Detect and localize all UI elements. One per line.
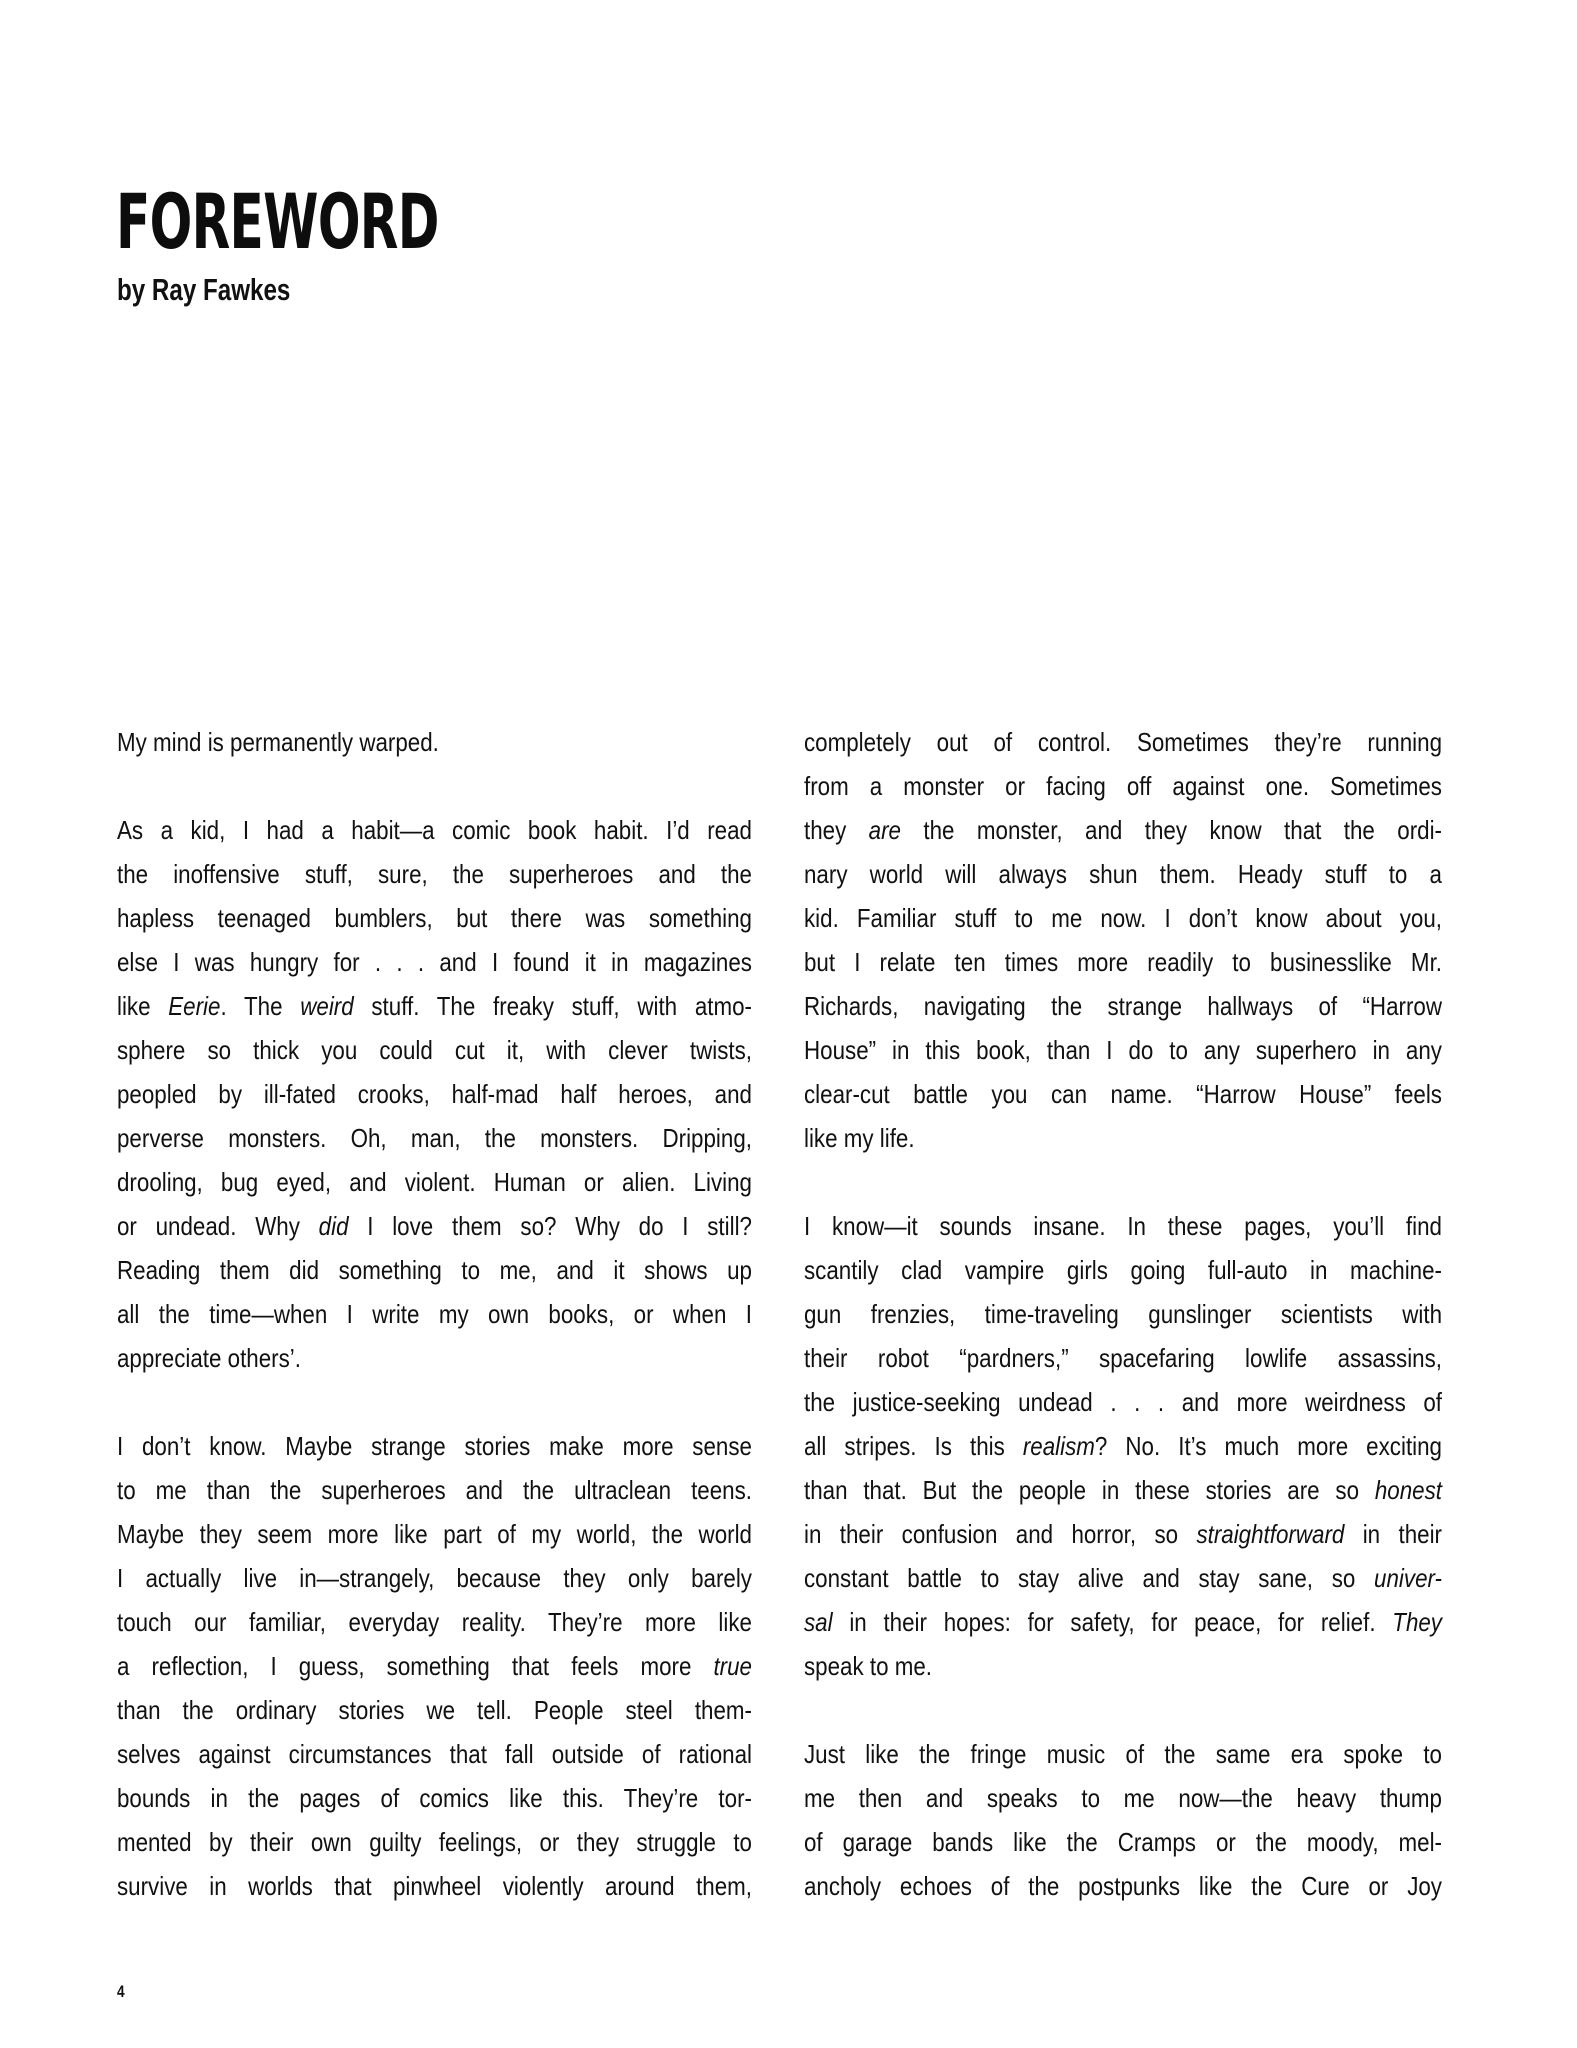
text-segment: from a monster or facing off against one. Sometimes — [804, 771, 1442, 801]
author-byline: by Ray Fawkes — [117, 272, 291, 307]
text-segment: My mind is permanently warped. — [117, 727, 439, 757]
text-line — [117, 808, 752, 852]
text-line — [117, 1820, 752, 1864]
text-line — [804, 1644, 1442, 1688]
text-line — [804, 1204, 1442, 1248]
text-segment: speak to me. — [804, 1651, 933, 1681]
text-line — [804, 1248, 1442, 1292]
text-line-content — [804, 1292, 1442, 1336]
text-segment: or undead. Why — [117, 1211, 319, 1241]
text-segment: the inoffensive stuff, sure, the superheroes and the — [117, 859, 752, 889]
text-line-content — [804, 1600, 1442, 1644]
text-line-content — [117, 1292, 752, 1336]
text-line — [804, 1292, 1442, 1336]
text-line — [117, 1424, 752, 1468]
italic-text: realism — [1022, 1431, 1095, 1461]
text-segment: I don’t know. Maybe strange stories make more sense — [117, 1431, 752, 1461]
text-segment: hapless teenaged bumblers, but there was something — [117, 903, 752, 933]
text-line-content — [117, 984, 752, 1028]
text-line — [804, 1864, 1442, 1908]
text-segment: in their hopes: for safety, for peace, for relief. — [832, 1607, 1393, 1637]
text-segment: they — [804, 815, 869, 845]
text-line-content — [117, 1424, 752, 1468]
text-line — [804, 764, 1442, 808]
text-segment: in their — [1344, 1519, 1442, 1549]
text-line-content — [117, 1820, 752, 1864]
text-segment: appreciate others’. — [117, 1343, 301, 1373]
text-line — [117, 1116, 752, 1160]
text-segment: all the time—when I write my own books, or when I — [117, 1299, 752, 1329]
text-segment: Maybe they seem more like part of my world, the world — [117, 1519, 752, 1549]
text-segment: stuff. The freaky stuff, with atmo- — [353, 991, 752, 1021]
text-segment: gun frenzies, time-traveling gunslinger scientists with — [804, 1299, 1442, 1329]
text-line-content — [117, 1072, 752, 1116]
text-line-content — [117, 1248, 752, 1292]
text-segment: selves against circumstances that fall outside of rational — [117, 1739, 752, 1769]
text-line-content — [117, 1688, 752, 1732]
text-segment: mented by their own guilty feelings, or they struggle to — [117, 1827, 752, 1857]
text-line — [804, 1028, 1442, 1072]
text-segment: like my life. — [804, 1123, 915, 1153]
text-segment: completely out of control. Sometimes they’re running — [804, 727, 1442, 757]
text-segment: nary world will always shun them. Heady stuff to a — [804, 859, 1442, 889]
text-line-content — [117, 1864, 752, 1908]
text-line — [117, 720, 752, 764]
text-line-content — [117, 808, 752, 852]
text-line — [117, 1028, 752, 1072]
text-line-content — [804, 896, 1442, 940]
paragraph-gap — [117, 764, 752, 808]
text-line — [804, 852, 1442, 896]
text-line — [117, 1204, 752, 1248]
text-segment: scantily clad vampire girls going full-auto in machine- — [804, 1255, 1442, 1285]
paragraph-gap — [117, 1380, 752, 1424]
text-line-content — [117, 720, 752, 764]
text-line — [804, 940, 1442, 984]
text-line-content — [804, 1864, 1442, 1908]
text-segment: ancholy echoes of the postpunks like the Cure or Joy — [804, 1871, 1442, 1901]
text-segment: their robot “pardners,” spacefaring lowlife assassins, — [804, 1343, 1442, 1373]
italic-text: weird — [300, 991, 354, 1021]
italic-text: They — [1392, 1607, 1442, 1637]
left-text-column — [117, 720, 752, 1908]
text-line-content — [117, 1116, 752, 1160]
text-line-content — [804, 1732, 1442, 1776]
text-line-content — [117, 1468, 752, 1512]
text-line-content — [804, 940, 1442, 984]
text-line — [117, 1512, 752, 1556]
text-line — [117, 1248, 752, 1292]
text-line-content — [117, 1732, 752, 1776]
text-line-content — [804, 1072, 1442, 1116]
text-line-content — [804, 764, 1442, 808]
text-line — [804, 1556, 1442, 1600]
text-line — [117, 984, 752, 1028]
text-line — [804, 984, 1442, 1028]
text-segment: sphere so thick you could cut it, with clever twists, — [117, 1035, 752, 1065]
text-line-content — [117, 1776, 752, 1820]
text-segment: but I relate ten times more readily to businesslike Mr. — [804, 947, 1442, 977]
page-title: FOREWORD — [116, 177, 439, 266]
text-segment: constant battle to stay alive and stay sane, so — [804, 1563, 1375, 1593]
text-line-content — [804, 1776, 1442, 1820]
text-line — [117, 1644, 752, 1688]
text-line-content — [804, 1512, 1442, 1556]
text-line — [804, 1600, 1442, 1644]
text-segment: bounds in the pages of comics like this. They’re tor- — [117, 1783, 752, 1813]
text-line — [117, 1556, 752, 1600]
text-line-content — [117, 852, 752, 896]
text-segment: a reflection, I guess, something that feels more — [117, 1651, 714, 1681]
text-line-content — [117, 1644, 752, 1688]
text-line — [804, 896, 1442, 940]
text-line — [117, 1160, 752, 1204]
text-line-content — [117, 1204, 752, 1248]
text-segment: I actually live in—strangely, because they only barely — [117, 1563, 752, 1593]
text-line — [117, 1600, 752, 1644]
text-line — [117, 1688, 752, 1732]
text-line-content — [804, 1204, 1442, 1248]
text-line — [804, 1820, 1442, 1864]
paragraph-gap — [804, 1160, 1442, 1204]
text-line-content — [117, 896, 752, 940]
text-line-content — [804, 1116, 1442, 1160]
text-segment: to me than the superheroes and the ultraclean teens. — [117, 1475, 752, 1505]
text-line — [804, 1424, 1442, 1468]
text-line-content — [804, 984, 1442, 1028]
page-number: 4 — [117, 1982, 125, 2001]
text-line-content — [804, 808, 1442, 852]
text-segment: survive in worlds that pinwheel violently around them, — [117, 1871, 752, 1901]
text-line-content — [804, 1644, 1442, 1688]
text-line-content — [804, 1248, 1442, 1292]
text-line-content — [804, 1468, 1442, 1512]
text-line — [804, 1468, 1442, 1512]
text-line-content — [117, 1512, 752, 1556]
text-line-content — [117, 940, 752, 984]
text-line-content — [804, 1028, 1442, 1072]
text-line — [117, 1468, 752, 1512]
text-line — [804, 808, 1442, 852]
text-line — [804, 1072, 1442, 1116]
text-line — [804, 1732, 1442, 1776]
text-line-content — [804, 1380, 1442, 1424]
text-segment: drooling, bug eyed, and violent. Human or alien. Living — [117, 1167, 752, 1197]
text-segment: House” in this book, than I do to any superhero in any — [804, 1035, 1442, 1065]
text-line — [804, 1116, 1442, 1160]
text-segment: the monster, and they know that the ordi- — [900, 815, 1442, 845]
text-segment: As a kid, I had a habit—a comic book habit. I’d read — [117, 815, 752, 845]
text-segment: kid. Familiar stuff to me now. I don’t know about you, — [804, 903, 1442, 933]
italic-text: univer- — [1374, 1563, 1442, 1593]
italic-text: Eerie — [168, 991, 221, 1021]
text-line — [117, 852, 752, 896]
text-line-content — [117, 1556, 752, 1600]
text-segment: else I was hungry for . . . and I found it in magazines — [117, 947, 752, 977]
text-line — [117, 1072, 752, 1116]
text-line-content — [804, 1424, 1442, 1468]
text-segment: the justice-seeking undead . . . and more weirdness of — [804, 1387, 1442, 1417]
text-segment: of garage bands like the Cramps or the moody, mel- — [804, 1827, 1442, 1857]
text-line-content — [117, 1160, 752, 1204]
text-line — [117, 1336, 752, 1380]
text-line-content — [804, 1820, 1442, 1864]
text-segment: ? No. It’s much more exciting — [1094, 1431, 1442, 1461]
text-line-content — [117, 1028, 752, 1072]
italic-text: straightforward — [1196, 1519, 1345, 1549]
text-segment: than the ordinary stories we tell. People steel them- — [117, 1695, 752, 1725]
text-line — [117, 1864, 752, 1908]
text-line — [804, 720, 1442, 764]
text-segment: Just like the fringe music of the same era spoke to — [804, 1739, 1442, 1769]
text-segment: touch our familiar, everyday reality. They’re more like — [117, 1607, 752, 1637]
text-line — [804, 1776, 1442, 1820]
text-line — [117, 896, 752, 940]
text-segment: I love them so? Why do I still? — [348, 1211, 752, 1241]
right-text-column — [804, 720, 1442, 1908]
text-segment: peopled by ill-fated crooks, half-mad half heroes, and — [117, 1079, 752, 1109]
text-line-content — [804, 852, 1442, 896]
paragraph-gap — [804, 1688, 1442, 1732]
text-segment: than that. But the people in these stories are so — [804, 1475, 1375, 1505]
text-segment: in their confusion and horror, so — [804, 1519, 1197, 1549]
italic-text: are — [868, 815, 901, 845]
text-segment: Reading them did something to me, and it shows up — [117, 1255, 752, 1285]
text-line-content — [804, 720, 1442, 764]
text-line — [804, 1512, 1442, 1556]
text-segment: perverse monsters. Oh, man, the monsters. Dripping, — [117, 1123, 752, 1153]
text-line-content — [804, 1336, 1442, 1380]
italic-text: sal — [804, 1607, 833, 1637]
italic-text: did — [318, 1211, 349, 1241]
text-line — [804, 1380, 1442, 1424]
text-line — [117, 1732, 752, 1776]
text-line — [117, 940, 752, 984]
text-segment: . The — [220, 991, 301, 1021]
text-segment: me then and speaks to me now—the heavy thump — [804, 1783, 1442, 1813]
italic-text: honest — [1374, 1475, 1442, 1505]
text-segment: all stripes. Is this — [804, 1431, 1023, 1461]
text-line-content — [117, 1600, 752, 1644]
text-segment: I know—it sounds insane. In these pages, you’ll find — [804, 1211, 1442, 1241]
text-segment: like — [117, 991, 169, 1021]
text-segment: clear-cut battle you can name. “Harrow House” feels — [804, 1079, 1442, 1109]
text-line — [117, 1292, 752, 1336]
text-line — [117, 1776, 752, 1820]
text-line-content — [117, 1336, 752, 1380]
text-line — [804, 1336, 1442, 1380]
italic-text: true — [713, 1651, 752, 1681]
text-segment: Richards, navigating the strange hallways of “Harrow — [804, 991, 1442, 1021]
text-line-content — [804, 1556, 1442, 1600]
